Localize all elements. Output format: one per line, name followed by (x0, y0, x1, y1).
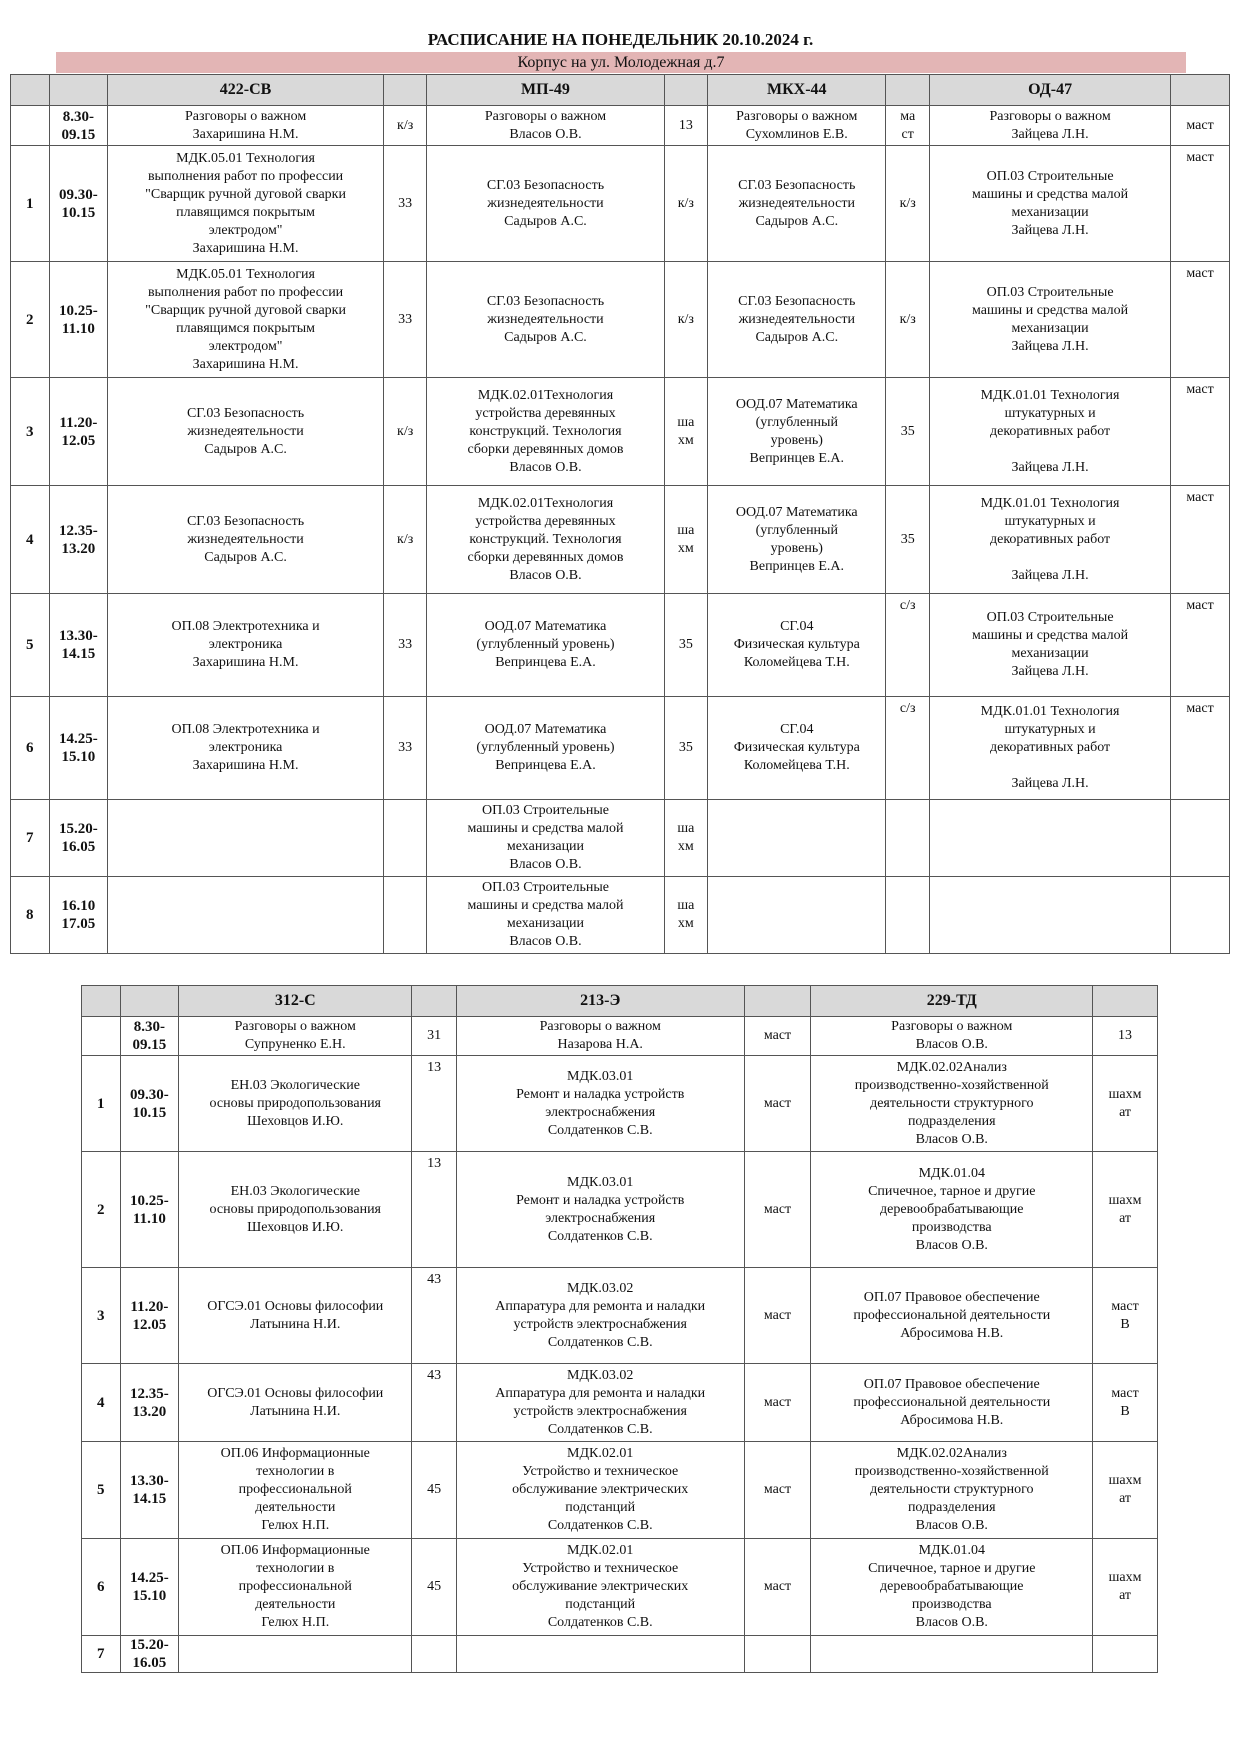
lesson-room: маст (744, 1152, 811, 1268)
table-row (82, 1056, 1158, 1152)
lesson-subject: СГ.04 Физическая культура Коломейцева Т.Н. (708, 697, 886, 800)
lesson-time: 14.25- 15.10 (49, 697, 108, 800)
lesson-room: маст (744, 1017, 811, 1056)
lesson-time: 13.30- 14.15 (120, 1442, 179, 1539)
lesson-subject: ОП.07 Правовое обеспечение профессиональной деятельности Абросимова Н.В. (811, 1364, 1093, 1442)
lesson-room: шахм ат (1093, 1056, 1158, 1152)
lesson-room (383, 800, 427, 877)
schedule-table-1 (10, 74, 1230, 954)
lesson-room: маст (1171, 486, 1230, 594)
lesson-subject: ОГСЭ.01 Основы философии Латынина Н.И. (179, 1268, 412, 1364)
lesson-room: маст (1171, 146, 1230, 262)
lesson-room: ша хм (664, 877, 708, 954)
lesson-subject (930, 800, 1171, 877)
header-room-cell (664, 75, 708, 106)
lesson-room (886, 800, 930, 877)
lesson-time: 11.20- 12.05 (49, 378, 108, 486)
lesson-room: к/з (886, 262, 930, 378)
lesson-room: к/з (383, 378, 427, 486)
lesson-number: 3 (11, 378, 50, 486)
lesson-room: маст (1171, 697, 1230, 800)
lesson-room: 33 (383, 262, 427, 378)
lesson-subject: МДК.03.01 Ремонт и наладка устройств электроснабжения Солдатенков С.В. (456, 1152, 744, 1268)
lesson-room: шахм ат (1093, 1152, 1158, 1268)
lesson-subject: ООД.07 Математика (углубленный уровень) Вепринцева Е.А. (427, 594, 664, 697)
lesson-subject: МДК.03.01 Ремонт и наладка устройств электроснабжения Солдатенков С.В. (456, 1056, 744, 1152)
lesson-time: 14.25- 15.10 (120, 1539, 179, 1636)
lesson-subject: СГ.03 Безопасность жизнедеятельности Садыров А.С. (427, 146, 664, 262)
lesson-subject: СГ.03 Безопасность жизнедеятельности Садыров А.С. (108, 486, 384, 594)
lesson-time: 8.30- 09.15 (120, 1017, 179, 1056)
lesson-room: 43 (412, 1364, 457, 1442)
lesson-room: с/з (886, 594, 930, 697)
lesson-subject: МДК.03.02 Аппаратура для ремонта и наладки устройств электроснабжения Солдатенков С.В. (456, 1364, 744, 1442)
lesson-subject: МДК.01.04 Спичечное, тарное и другие деревообрабатывающие производства Власов О.В. (811, 1152, 1093, 1268)
lesson-number: 7 (11, 800, 50, 877)
lesson-subject: ОП.06 Информационные технологии в профессиональной деятельности Гелюх Н.П. (179, 1539, 412, 1636)
lesson-number (82, 1017, 121, 1056)
lesson-room: 45 (412, 1442, 457, 1539)
table-row (82, 1539, 1158, 1636)
lesson-room: 13 (1093, 1017, 1158, 1056)
lesson-number: 2 (11, 262, 50, 378)
lesson-time: 16.10 17.05 (49, 877, 108, 954)
header-room-cell (412, 986, 457, 1017)
lesson-room: 13 (412, 1152, 457, 1268)
lesson-subject: СГ.03 Безопасность жизнедеятельности Садыров А.С. (708, 262, 886, 378)
lesson-room: маст В (1093, 1364, 1158, 1442)
table-row (82, 1442, 1158, 1539)
lesson-time: 12.35- 13.20 (120, 1364, 179, 1442)
lesson-subject: МДК.01.01 Технология штукатурных и декоративных работ Зайцева Л.Н. (930, 378, 1171, 486)
lesson-room: маст (1171, 378, 1230, 486)
lesson-subject: МДК.05.01 Технология выполнения работ по профессии "Сварщик ручной дуговой сварки плавящимся покрытым электродом" Захаришина Н.М. (108, 146, 384, 262)
group-header: МКХ-44 (708, 75, 886, 106)
lesson-subject: ООД.07 Математика (углубленный уровень) Вепринцева Е.А. (427, 697, 664, 800)
lesson-room: к/з (664, 146, 708, 262)
lesson-room: ша хм (664, 378, 708, 486)
lesson-subject: СГ.03 Безопасность жизнедеятельности Садыров А.С. (427, 262, 664, 378)
lesson-subject (179, 1636, 412, 1673)
lesson-room: 13 (664, 106, 708, 146)
lesson-subject: МДК.02.01Технология устройства деревянных конструкций. Технология сборки деревянных домов Власов О.В. (427, 378, 664, 486)
lesson-room: маст (744, 1056, 811, 1152)
lesson-subject: ООД.07 Математика (углубленный уровень) Вепринцев Е.А. (708, 486, 886, 594)
table-row (82, 1152, 1158, 1268)
lesson-room: шахм ат (1093, 1442, 1158, 1539)
lesson-time: 11.20- 12.05 (120, 1268, 179, 1364)
header-room-cell (886, 75, 930, 106)
lesson-subject (708, 800, 886, 877)
lesson-subject: ОП.08 Электротехника и электроника Захаришина Н.М. (108, 697, 384, 800)
lesson-subject (108, 877, 384, 954)
lesson-number: 3 (82, 1268, 121, 1364)
lesson-subject: МДК.01.01 Технология штукатурных и декоративных работ Зайцева Л.Н. (930, 697, 1171, 800)
lesson-subject: ОП.03 Строительные машины и средства малой механизации Зайцева Л.Н. (930, 146, 1171, 262)
lesson-room: маст В (1093, 1268, 1158, 1364)
table-header-row (11, 75, 1230, 106)
lesson-subject: ОП.07 Правовое обеспечение профессиональной деятельности Абросимова Н.В. (811, 1268, 1093, 1364)
lesson-room: 35 (886, 378, 930, 486)
lesson-subject: Разговоры о важном Власов О.В. (811, 1017, 1093, 1056)
lesson-time: 10.25- 11.10 (49, 262, 108, 378)
lesson-room: к/з (664, 262, 708, 378)
lesson-number: 7 (82, 1636, 121, 1673)
lesson-room (744, 1636, 811, 1673)
lesson-room: 35 (664, 697, 708, 800)
lesson-subject: СГ.03 Безопасность жизнедеятельности Садыров А.С. (708, 146, 886, 262)
lesson-subject (930, 877, 1171, 954)
group-header: 213-Э (456, 986, 744, 1017)
table-row (11, 486, 1230, 594)
lesson-subject: Разговоры о важном Назарова Н.А. (456, 1017, 744, 1056)
lesson-room: 33 (383, 697, 427, 800)
lesson-room: ша хм (664, 486, 708, 594)
lesson-room: 33 (383, 146, 427, 262)
lesson-room: ша хм (664, 800, 708, 877)
lesson-room: маст (1171, 594, 1230, 697)
table-row (82, 1636, 1158, 1673)
lesson-room: 13 (412, 1056, 457, 1152)
group-header: 422-СВ (108, 75, 384, 106)
lesson-room: к/з (383, 106, 427, 146)
lesson-number: 6 (82, 1539, 121, 1636)
lesson-room: 45 (412, 1539, 457, 1636)
lesson-number: 4 (82, 1364, 121, 1442)
lesson-subject: МДК.02.01 Устройство и техническое обслуживание электрических подстанций Солдатенков С.В. (456, 1442, 744, 1539)
lesson-subject: Разговоры о важном Супруненко Е.Н. (179, 1017, 412, 1056)
lesson-subject: МДК.01.01 Технология штукатурных и декоративных работ Зайцева Л.Н. (930, 486, 1171, 594)
header-time-cell (120, 986, 179, 1017)
header-time-cell (49, 75, 108, 106)
lesson-room: с/з (886, 697, 930, 800)
table-row (11, 697, 1230, 800)
page-title: РАСПИСАНИЕ НА ПОНЕДЕЛЬНИК 20.10.2024 г. (427, 30, 814, 49)
lesson-number: 1 (11, 146, 50, 262)
lesson-subject: Разговоры о важном Зайцева Л.Н. (930, 106, 1171, 146)
lesson-subject (811, 1636, 1093, 1673)
table-row (11, 800, 1230, 877)
header-num-cell (11, 75, 50, 106)
lesson-subject: ОП.03 Строительные машины и средства малой механизации Власов О.В. (427, 877, 664, 954)
lesson-subject: ООД.07 Математика (углубленный уровень) Вепринцев Е.А. (708, 378, 886, 486)
lesson-time: 09.30- 10.15 (49, 146, 108, 262)
lesson-room: к/з (886, 146, 930, 262)
group-header: МП-49 (427, 75, 664, 106)
lesson-subject: МДК.02.02Анализ производственно-хозяйственной деятельности структурного подразделения Власов О.В. (811, 1056, 1093, 1152)
lesson-subject: ОП.03 Строительные машины и средства малой механизации Зайцева Л.Н. (930, 594, 1171, 697)
lesson-number: 2 (82, 1152, 121, 1268)
lesson-number: 5 (82, 1442, 121, 1539)
lesson-number: 1 (82, 1056, 121, 1152)
lesson-subject: МДК.02.01Технология устройства деревянных конструкций. Технология сборки деревянных домов Власов О.В. (427, 486, 664, 594)
lesson-room: маст (744, 1442, 811, 1539)
lesson-room: 43 (412, 1268, 457, 1364)
group-header: 229-ТД (811, 986, 1093, 1017)
lesson-subject: СГ.03 Безопасность жизнедеятельности Садыров А.С. (108, 378, 384, 486)
lesson-subject (456, 1636, 744, 1673)
lesson-subject: СГ.04 Физическая культура Коломейцева Т.Н. (708, 594, 886, 697)
lesson-number: 4 (11, 486, 50, 594)
lesson-room: 35 (664, 594, 708, 697)
lesson-subject: ЕН.03 Экологические основы природопользования Шеховцов И.Ю. (179, 1152, 412, 1268)
lesson-room: маст (744, 1268, 811, 1364)
lesson-room (383, 877, 427, 954)
lesson-room (412, 1636, 457, 1673)
lesson-room: к/з (383, 486, 427, 594)
table-row (11, 378, 1230, 486)
lesson-room: 35 (886, 486, 930, 594)
lesson-time: 10.25- 11.10 (120, 1152, 179, 1268)
table-header-row (82, 986, 1158, 1017)
table-row (11, 594, 1230, 697)
table-row (11, 877, 1230, 954)
header-room-cell (744, 986, 811, 1017)
lesson-subject: МДК.02.02Анализ производственно-хозяйственной деятельности структурного подразделения Власов О.В. (811, 1442, 1093, 1539)
header-room-cell (383, 75, 427, 106)
lesson-subject (708, 877, 886, 954)
lesson-subject: МДК.02.01 Устройство и техническое обслуживание электрических подстанций Солдатенков С.В. (456, 1539, 744, 1636)
lesson-time: 13.30- 14.15 (49, 594, 108, 697)
lesson-subject: МДК.01.04 Спичечное, тарное и другие деревообрабатывающие производства Власов О.В. (811, 1539, 1093, 1636)
lesson-room: маст (1171, 262, 1230, 378)
lesson-subject: ОП.06 Информационные технологии в профессиональной деятельности Гелюх Н.П. (179, 1442, 412, 1539)
lesson-time: 12.35- 13.20 (49, 486, 108, 594)
lesson-room: маст (744, 1364, 811, 1442)
lesson-subject: ОП.03 Строительные машины и средства малой механизации Власов О.В. (427, 800, 664, 877)
group-header: ОД-47 (930, 75, 1171, 106)
lesson-subject: Разговоры о важном Власов О.В. (427, 106, 664, 146)
table-row (82, 1017, 1158, 1056)
table-row (11, 146, 1230, 262)
lesson-room: 31 (412, 1017, 457, 1056)
lesson-room (1171, 800, 1230, 877)
lesson-number: 5 (11, 594, 50, 697)
group-header: 312-С (179, 986, 412, 1017)
lesson-subject: МДК.03.02 Аппаратура для ремонта и наладки устройств электроснабжения Солдатенков С.В. (456, 1268, 744, 1364)
lesson-room: маст (1171, 106, 1230, 146)
table-row (82, 1268, 1158, 1364)
header-num-cell (82, 986, 121, 1017)
lesson-room (886, 877, 930, 954)
lesson-subject: МДК.05.01 Технология выполнения работ по профессии "Сварщик ручной дуговой сварки плавящимся покрытым электродом" Захаришина Н.М. (108, 262, 384, 378)
lesson-subject: Разговоры о важном Сухомлинов Е.В. (708, 106, 886, 146)
lesson-room: 33 (383, 594, 427, 697)
lesson-subject: Разговоры о важном Захаришина Н.М. (108, 106, 384, 146)
lesson-subject: ОП.03 Строительные машины и средства малой механизации Зайцева Л.Н. (930, 262, 1171, 378)
lesson-subject: ЕН.03 Экологические основы природопользования Шеховцов И.Ю. (179, 1056, 412, 1152)
lesson-room (1171, 877, 1230, 954)
lesson-time: 09.30- 10.15 (120, 1056, 179, 1152)
header-room-cell (1171, 75, 1230, 106)
lesson-number: 8 (11, 877, 50, 954)
lesson-subject: ОП.08 Электротехника и электроника Захаришина Н.М. (108, 594, 384, 697)
lesson-room: маст (744, 1539, 811, 1636)
table-row (11, 262, 1230, 378)
lesson-room (1093, 1636, 1158, 1673)
table-row (11, 106, 1230, 146)
lesson-room: шахм ат (1093, 1539, 1158, 1636)
lesson-subject (108, 800, 384, 877)
lesson-time: 8.30- 09.15 (49, 106, 108, 146)
schedule-table-2 (81, 985, 1158, 1673)
building-subtitle: Корпус на ул. Молодежная д.7 (56, 52, 1186, 73)
lesson-number (11, 106, 50, 146)
table-row (82, 1364, 1158, 1442)
lesson-time: 15.20- 16.05 (120, 1636, 179, 1673)
header-room-cell (1093, 986, 1158, 1017)
lesson-subject: ОГСЭ.01 Основы философии Латынина Н.И. (179, 1364, 412, 1442)
lesson-room: ма ст (886, 106, 930, 146)
lesson-time: 15.20- 16.05 (49, 800, 108, 877)
lesson-number: 6 (11, 697, 50, 800)
